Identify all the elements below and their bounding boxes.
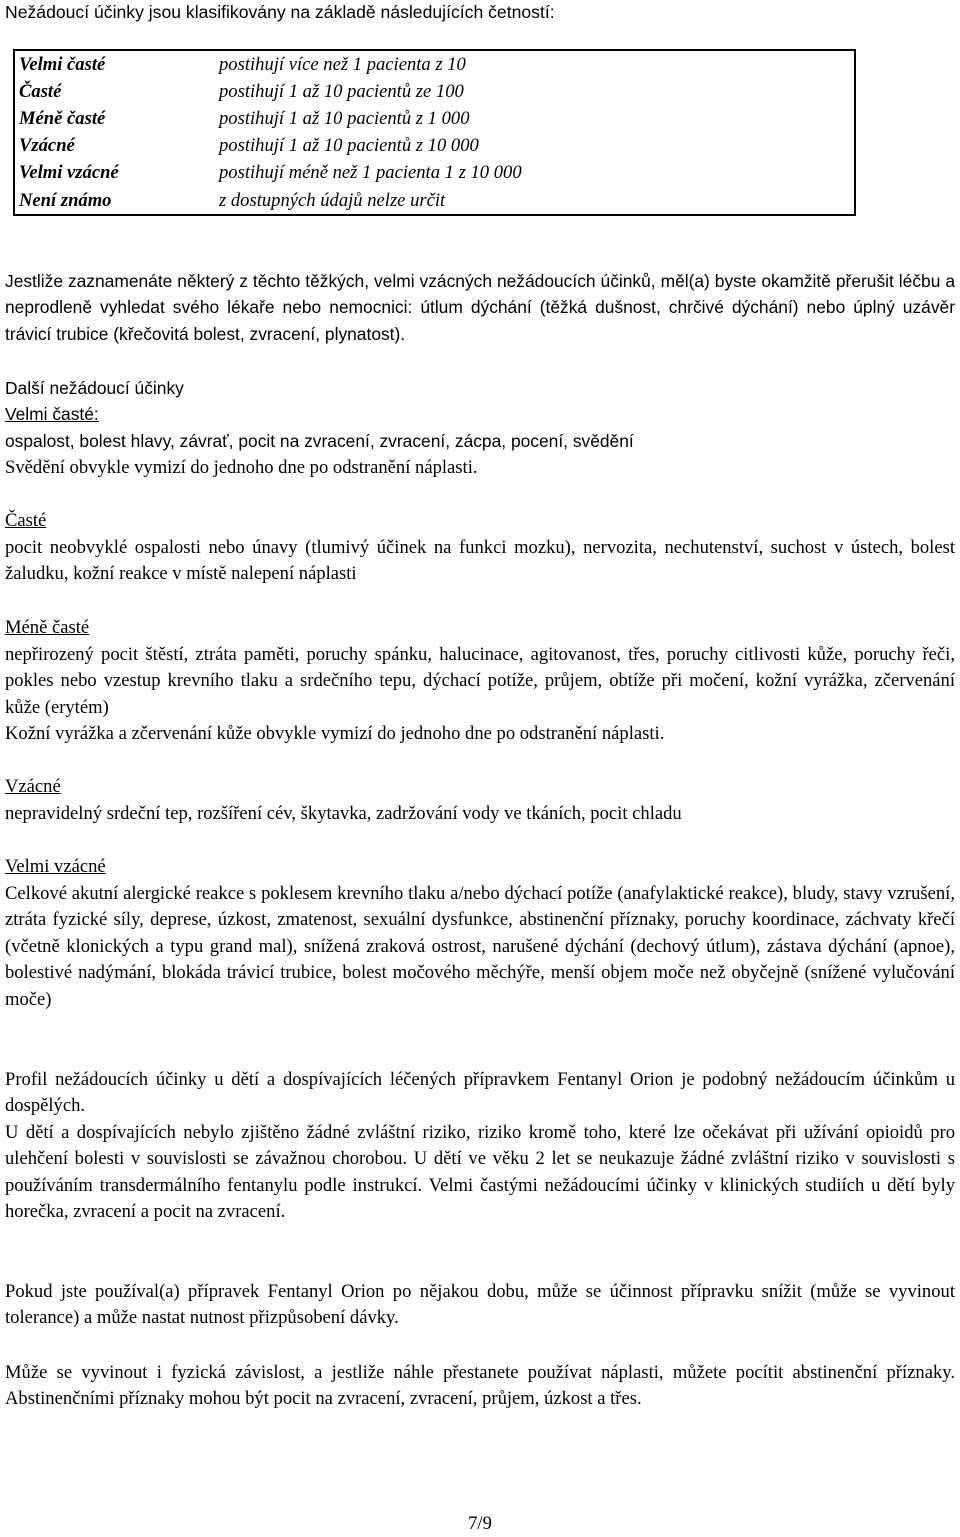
frequency-label: Méně časté [19, 107, 106, 129]
frequency-row [14, 160, 855, 187]
other-effects-title: Další nežádoucí účinky [5, 378, 184, 398]
frequency-table [13, 49, 856, 216]
very-common-note: Svědění obvykle vymizí do jednoho dne po odstranění náplasti. [5, 457, 478, 479]
uncommon-heading: Méně časté [5, 617, 90, 638]
frequency-description: postihují 1 až 10 pacientů z 10 000 [219, 135, 479, 157]
rare-heading: Vzácné [5, 776, 61, 797]
frequency-label: Vzácné [19, 135, 75, 157]
uncommon-text: nepřirozený pocit štěstí, ztráta paměti, poruchy spánku, halucinace, agitovanost, třes, poruchy citlivosti kůže, poruchy řeči, pokles nebo vzestup krevního tlaku a srdečního tepu, dýchací potíže, průjem, obtíže při močení, kožní vyrážka, zčervenání kůže (erytém) [5, 644, 955, 718]
very-common-heading: Velmi časté: [5, 404, 99, 425]
warning-paragraph: Jestliže zaznamenáte některý z těchto těžkých, velmi vzácných nežádoucích účinků, měl(a) byste okamžitě přerušit léčbu a neprodleně vyhledat svého lékaře nebo nemocnici: útlum dýchání (těžká dušnost, chrčivé dýchání) nebo úplný uzávěr trávicí trubice (křečovitá bolest, zvracení, plynatost). [5, 271, 955, 344]
frequency-row [14, 78, 855, 105]
rare-text: nepravidelný srdeční tep, rozšíření cév, škytavka, zadržování vody ve tkáních, pocit chladu [5, 803, 682, 824]
frequency-row [14, 187, 855, 215]
frequency-row [14, 105, 855, 132]
common-text: pocit neobvyklé ospalosti nebo únavy (tlumivý účinek na funkci mozku), nervozita, nechutenství, suchost v ústech, bolest žaludku, kožní reakce v místě nalepení náplasti [5, 537, 955, 585]
tolerance-paragraph: Pokud jste používal(a) přípravek Fentanyl Orion po nějakou dobu, může se účinnost přípravku snížit (může se vyvinout tolerance) a může nastat nutnost přizpůsobení dávky. [5, 1281, 955, 1329]
frequency-description: postihují 1 až 10 pacientů z 1 000 [219, 107, 470, 129]
frequency-description: postihují více než 1 pacienta z 10 [219, 53, 466, 75]
frequency-label: Není známo [19, 189, 112, 211]
frequency-label: Časté [19, 80, 62, 102]
frequency-description: postihují 1 až 10 pacientů ze 100 [219, 80, 464, 102]
frequency-row [14, 133, 855, 160]
very-rare-text: Celkové akutní alergické reakce s poklesem krevního tlaku a/nebo dýchací potíže (anafylaktické reakce), bludy, stavy vzrušení, ztráta fyzické síly, deprese, úzkost, zmatenost, sexuální dysfunkce, abstinenční příznaky, poruchy koordinace, záchvaty křečí (včetně klonických a typu grand mal), snížená zraková ostrost, narušené dýchání (dechový útlum), zástava dýchání (apnoe), bolestivé nadýmání, blokáda trávicí trubice, bolest močového měchýře, menší objem moče než obyčejně (snížené vylučování moče) [5, 883, 955, 1010]
dependence-paragraph: Může se vyvinout i fyzická závislost, a jestliže náhle přestanete používat náplasti, můžete pocítit abstinenční příznaky. Abstinenčními příznaky mohou být pocit na zvracení, zvracení, průjem, úzkost a třes. [5, 1362, 955, 1410]
intro-text: Nežádoucí účinky jsou klasifikovány na základě následujících četností: [5, 2, 555, 22]
frequency-label: Velmi vzácné [19, 162, 119, 184]
very-common-list: ospalost, bolest hlavy, závrať, pocit na zvracení, zvracení, zácpa, pocení, svědění [5, 431, 634, 451]
frequency-description: z dostupných údajů nelze určit [219, 189, 446, 211]
frequency-row [14, 50, 855, 78]
very-rare-heading: Velmi vzácné [5, 856, 106, 877]
frequency-label: Velmi časté [19, 53, 106, 75]
other-effects-section [5, 375, 955, 428]
frequency-description: postihují méně než 1 pacienta 1 z 10 000 [219, 162, 522, 184]
page-number: 7/9 [468, 1513, 492, 1534]
children-risk-paragraph: U dětí a dospívajících nebylo zjištěno žádné zvláštní riziko, riziko kromě toho, které lze očekávat při užívání opioidů pro ulehčení bolesti v souvislosti se závažnou chorobou. U dětí ve věku 2 let se neukazuje žádné zvláštní riziko v souvislosti s používáním transdermálního fentanylu podle instrukcí. Velmi častými nežádoucími účinky v klinických studiích u dětí byly horečka, zvracení a pocit na zvracení. [5, 1122, 955, 1223]
common-heading: Časté [5, 510, 47, 531]
very-common-text [5, 428, 955, 482]
uncommon-note: Kožní vyrážka a zčervenání kůže obvykle vymizí do jednoho dne po odstranění náplasti. [5, 723, 665, 744]
children-profile-paragraph: Profil nežádoucích účinky u dětí a dospívajících léčených přípravkem Fentanyl Orion je podobný nežádoucím účinkům u dospělých. [5, 1069, 955, 1117]
